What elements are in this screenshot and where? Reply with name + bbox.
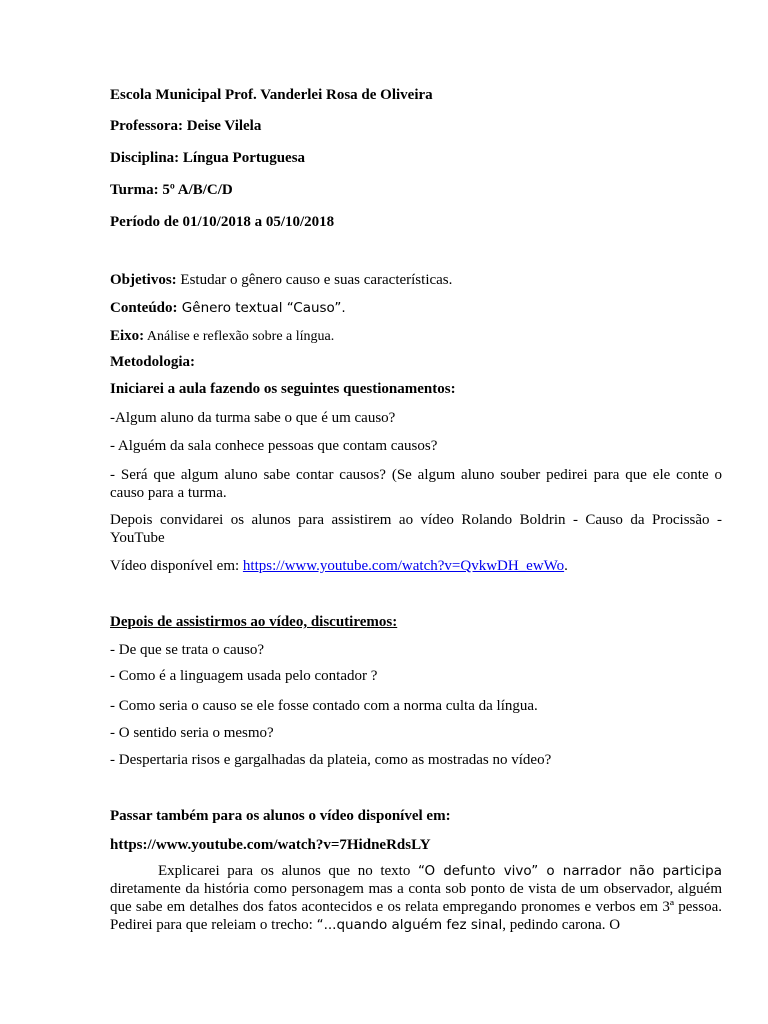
extra-video-link: https://www.youtube.com/watch?v=7HidneRdsLY — [110, 837, 431, 853]
discussion-item: - De que se trata o causo? — [110, 642, 265, 658]
paragraph-quote-excerpt: “...quando alguém fez sinal — [316, 917, 503, 933]
content-label: Conteúdo: — [110, 300, 178, 316]
video-prefix: Vídeo disponível em: — [110, 558, 243, 574]
video-link[interactable]: https://www.youtube.com/watch?v=QvkwDH_ewWo — [242, 558, 565, 574]
discussion-heading: Depois de assistirmos ao vídeo, discutiremos: — [110, 614, 398, 630]
question-item: - Alguém da sala conhece pessoas que contam causos? — [110, 438, 438, 454]
explanation-paragraph — [110, 862, 722, 934]
video-invite: Depois convidarei os alunos para assistirem ao vídeo Rolando Boldrin - Causo da Procissão - YouTube — [110, 512, 722, 546]
discussion-item: - Como seria o causo se ele fosse contado com a norma culta da língua. — [110, 698, 538, 714]
teacher-name: Professora: Deise Vilela — [110, 118, 262, 134]
content-text: Gênero textual “Causo”. — [177, 300, 346, 316]
video-line — [110, 557, 722, 575]
paragraph-quote-title: “O defunto vivo” o narrador não participa — [417, 863, 722, 879]
class-groups: Turma: 5º A/B/C/D — [110, 182, 233, 198]
paragraph-middle: diretamente da história como personagem mas a conta sob ponto de vista de um observador, alguém que sabe em detalhes dos fatos acontecidos e os relata empregando pronomes e verbos em 3ª pessoa. Pedirei para que releiam o trecho: — [110, 881, 722, 933]
discussion-item: - Despertaria risos e gargalhadas da plateia, como as mostradas no vídeo? — [110, 752, 552, 768]
question-item: - Será que algum aluno sabe contar causos? (Se algum aluno souber pedirei para que ele conte o causo para a turma. — [110, 467, 722, 501]
paragraph-start: Explicarei para os alunos que no texto — [158, 863, 418, 879]
objectives-label: Objetivos: — [110, 272, 177, 288]
period-dates: Período de 01/10/2018 a 05/10/2018 — [110, 214, 335, 230]
objectives-text: Estudar o gênero causo e suas características. — [176, 272, 453, 288]
video-suffix: . — [564, 558, 568, 574]
axis-label: Eixo: — [110, 328, 145, 344]
objectives-line — [110, 271, 722, 289]
axis-text: Análise e reflexão sobre a língua. — [144, 329, 335, 344]
methodology-intro: Iniciarei a aula fazendo os seguintes questionamentos: — [110, 381, 456, 397]
axis-line — [110, 327, 722, 346]
methodology-label: Metodologia: — [110, 354, 195, 370]
content-line — [110, 299, 722, 317]
paragraph-end: , pedindo carona. O — [502, 917, 621, 933]
discussion-item: - O sentido seria o mesmo? — [110, 725, 274, 741]
school-name: Escola Municipal Prof. Vanderlei Rosa de Oliveira — [110, 87, 433, 103]
discussion-item: - Como é a linguagem usada pelo contador ? — [110, 668, 378, 684]
extra-video-heading: Passar também para os alunos o vídeo disponível em: — [110, 808, 451, 824]
question-item: -Algum aluno da turma sabe o que é um causo? — [110, 410, 396, 426]
subject-name: Disciplina: Língua Portuguesa — [110, 150, 306, 166]
